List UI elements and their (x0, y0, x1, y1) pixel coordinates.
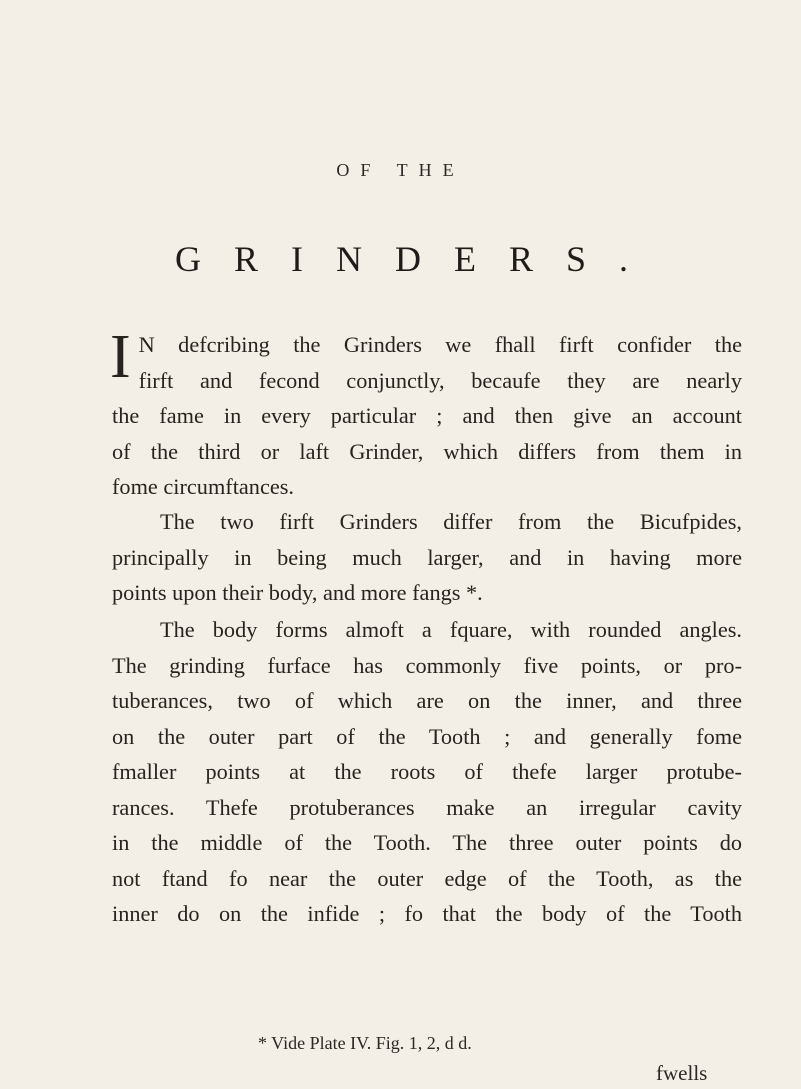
text-line: tuberances, two of which are on the inner, and three (112, 688, 742, 713)
paragraph-1 (110, 323, 742, 505)
text-line: fome circumftances. (112, 474, 295, 499)
text-line: The body forms almoft a fquare, with rounded angles. (160, 617, 742, 642)
text-line: rances. Thefe protuberances make an irregular cavity (112, 794, 742, 820)
text-line: points upon their body, and more fangs *. (112, 580, 483, 605)
catchword: fwells (656, 1061, 708, 1085)
text-line: The two firft Grinders differ from the Bicufpides, (160, 509, 742, 534)
text-line: in the middle of the Tooth. The three outer points do (112, 830, 742, 855)
text-line: inner do on the infide ; fo that the body of the Tooth (112, 901, 742, 926)
footnote: * Vide Plate IV. Fig. 1, 2, d d. (258, 1033, 472, 1053)
text-line: N defcribing the Grinders we fhall firft confider the (138, 332, 742, 357)
text-line: firft and fecond conjunctly, becaufe they are nearly (138, 367, 742, 393)
text-line: principally in being much larger, and in having more (112, 544, 742, 570)
section-title: GRINDERS. (174, 239, 662, 279)
text-line: fmaller points at the roots of thefe larger protube- (112, 759, 742, 784)
drop-cap: I (110, 323, 131, 391)
section-subtitle: OF THE (336, 160, 465, 180)
text-line: not ftand fo near the outer edge of the Tooth, as the (112, 865, 742, 891)
text-line: the fame in every particular ; and then give an account (112, 403, 742, 428)
text-line: of the third or laft Grinder, which differs from them in (112, 438, 742, 464)
text-line: The grinding furface has commonly five points, or pro- (112, 652, 742, 678)
paragraph-2 (112, 504, 742, 611)
text-line: on the outer part of the Tooth ; and generally fome (112, 723, 742, 749)
paragraph-3 (112, 612, 742, 932)
